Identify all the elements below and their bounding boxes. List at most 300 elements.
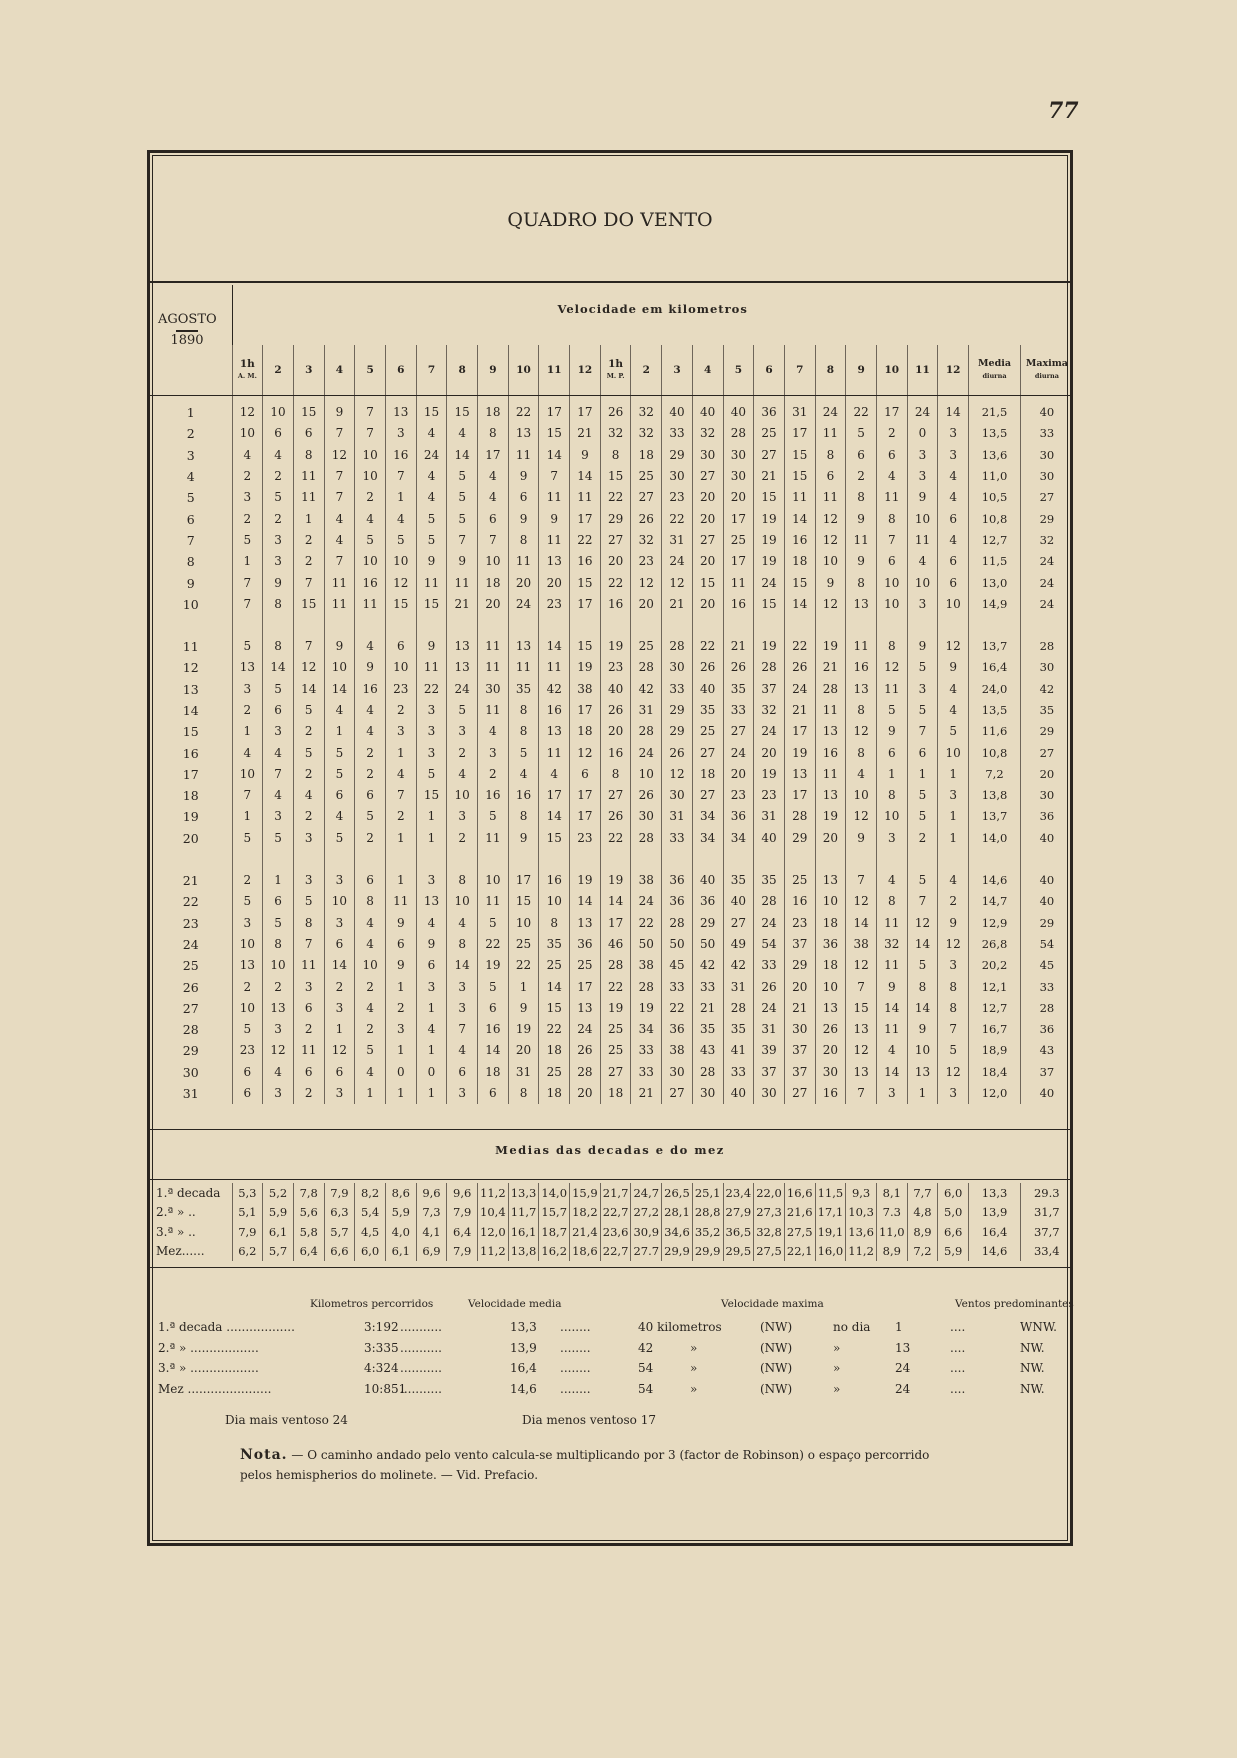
hour-value: 0 — [907, 423, 938, 444]
hour-value: 4 — [447, 913, 478, 934]
hour-value: 10 — [232, 934, 263, 955]
hour-value: 1 — [293, 508, 324, 529]
hour-header: 10 — [876, 345, 907, 396]
table-row — [150, 551, 1073, 572]
hour-value: 19 — [754, 764, 785, 785]
hour-value: 42 — [539, 679, 570, 700]
hour-value: 4 — [355, 998, 386, 1019]
hour-value: 5 — [907, 785, 938, 806]
hour-value: 1 — [876, 764, 907, 785]
hour-value: 12 — [662, 572, 693, 593]
gap-cell — [385, 615, 416, 636]
medias-value: 27,2 — [631, 1203, 662, 1223]
hour-value: 3 — [416, 976, 447, 997]
hour-value: 1 — [938, 764, 969, 785]
day-value: 24 — [895, 1381, 911, 1396]
gap-cell — [876, 849, 907, 870]
hour-value: 8 — [447, 934, 478, 955]
hour-value: 4 — [355, 1062, 386, 1083]
summary-cell: 11,0 — [969, 466, 1021, 487]
hour-value: 7 — [324, 423, 355, 444]
medias-value: 11,7 — [508, 1203, 539, 1223]
hour-value: 9 — [938, 657, 969, 678]
day-cell: 3 — [186, 447, 195, 463]
hour-value: 18 — [570, 721, 601, 742]
medias-value: 27,3 — [754, 1203, 785, 1223]
hour-value: 22 — [539, 1019, 570, 1040]
hour-value: 14 — [447, 445, 478, 466]
hour-value: 3 — [938, 1083, 969, 1104]
hour-value: 6 — [815, 466, 846, 487]
hour-value: 1 — [907, 764, 938, 785]
hour-value: 12 — [846, 806, 877, 827]
day-cell: 15 — [182, 724, 199, 740]
hour-value: 7 — [938, 1019, 969, 1040]
ditto-mark: » — [690, 1381, 698, 1396]
hour-value: 1 — [907, 1083, 938, 1104]
hour-value: 21 — [692, 998, 723, 1019]
hour-value: 22 — [570, 530, 601, 551]
hour-value: 37 — [784, 1062, 815, 1083]
hour-value: 13 — [570, 913, 601, 934]
hour-value: 5 — [232, 891, 263, 912]
hour-value: 1 — [385, 1040, 416, 1061]
hour-value: 4 — [263, 742, 294, 763]
hour-value: 8 — [508, 700, 539, 721]
hour-value: 12 — [846, 721, 877, 742]
hour-value: 4 — [385, 764, 416, 785]
hour-value: 11 — [478, 891, 509, 912]
hour-value: 15 — [754, 594, 785, 615]
hour-value: 8 — [508, 806, 539, 827]
hour-header-row — [150, 345, 1073, 396]
hour-value: 1 — [355, 1083, 386, 1104]
hour-value: 20 — [692, 551, 723, 572]
hour-value: 34 — [692, 828, 723, 849]
medias-value: 25,1 — [692, 1183, 723, 1203]
summary-cell: 40 — [1021, 870, 1073, 891]
hour-value: 12 — [662, 764, 693, 785]
hour-value: 7 — [478, 530, 509, 551]
hour-value: 18 — [600, 1083, 631, 1104]
medias-value: 23,4 — [723, 1183, 754, 1203]
table-row — [150, 934, 1073, 955]
hour-value: 28 — [570, 1062, 601, 1083]
day-cell: 21 — [182, 873, 199, 889]
hour-value: 4 — [263, 445, 294, 466]
summary-cell: 32 — [1021, 530, 1073, 551]
hour-value: 5 — [324, 742, 355, 763]
hour-value: 31 — [662, 806, 693, 827]
hour-header: 11 — [907, 345, 938, 396]
hour-value: 17 — [478, 445, 509, 466]
hour-value: 2 — [293, 721, 324, 742]
medias-value: 7,8 — [293, 1183, 324, 1203]
hour-value: 2 — [263, 508, 294, 529]
medias-value: 23,6 — [600, 1222, 631, 1242]
summary-cell: 29 — [1021, 721, 1073, 742]
hour-value: 33 — [692, 976, 723, 997]
hour-value: 2 — [324, 976, 355, 997]
hour-value: 11 — [508, 445, 539, 466]
hour-value: 4 — [416, 466, 447, 487]
hour-value: 35 — [508, 679, 539, 700]
hour-header: 6 — [385, 345, 416, 396]
hour-value: 33 — [662, 976, 693, 997]
hour-value: 1 — [232, 551, 263, 572]
summary-cell: 14,6 — [969, 870, 1021, 891]
medias-value: 5,2 — [263, 1183, 294, 1203]
hour-value: 16 — [570, 551, 601, 572]
leader-dots: ........ — [560, 1381, 591, 1396]
medias-value: 5,6 — [293, 1203, 324, 1223]
hour-value: 4 — [385, 508, 416, 529]
hour-value: 10 — [385, 551, 416, 572]
hour-value: 25 — [508, 934, 539, 955]
hour-value: 4 — [876, 1040, 907, 1061]
hour-value: 15 — [293, 594, 324, 615]
hour-value: 17 — [570, 806, 601, 827]
day-cell: 11 — [182, 639, 199, 655]
hour-value: 9 — [846, 828, 877, 849]
medias-value: 12,0 — [478, 1222, 509, 1242]
gap-cell — [631, 615, 662, 636]
hour-value: 28 — [662, 636, 693, 657]
hour-value: 40 — [754, 828, 785, 849]
hour-value: 2 — [232, 700, 263, 721]
hour-value: 30 — [723, 466, 754, 487]
hour-value: 5 — [263, 828, 294, 849]
decade-gap — [150, 849, 1073, 870]
hour-value: 37 — [754, 679, 785, 700]
gap-cell — [232, 849, 263, 870]
hour-value: 17 — [784, 785, 815, 806]
hour-value: 7 — [846, 1083, 877, 1104]
gap-cell — [150, 849, 232, 870]
hour-value: 10 — [263, 955, 294, 976]
hour-value: 2 — [232, 466, 263, 487]
leader-dots: ........... — [400, 1340, 442, 1355]
gap-cell — [324, 615, 355, 636]
hour-value: 11 — [293, 487, 324, 508]
hour-value: 5 — [416, 764, 447, 785]
hour-value: 28 — [631, 976, 662, 997]
vmed-value: 13,3 — [510, 1320, 537, 1334]
hour-value: 29 — [692, 913, 723, 934]
hour-value: 40 — [723, 396, 754, 424]
day-cell: 22 — [182, 894, 199, 910]
hour-value: 4 — [938, 530, 969, 551]
day-cell: 19 — [182, 809, 199, 825]
hour-value: 12 — [907, 913, 938, 934]
hour-value: 0 — [416, 1062, 447, 1083]
summary-cell: 26,8 — [969, 934, 1021, 955]
hour-value: 14 — [539, 976, 570, 997]
gap-cell — [662, 615, 693, 636]
hour-value: 24 — [447, 679, 478, 700]
medias-value: 9,6 — [416, 1183, 447, 1203]
hour-value: 2 — [293, 764, 324, 785]
medias-value: 31,7 — [1021, 1203, 1073, 1223]
hour-value: 30 — [692, 445, 723, 466]
hour-value: 26 — [815, 1019, 846, 1040]
summary-cell: 40 — [1021, 891, 1073, 912]
hour-value: 22 — [478, 934, 509, 955]
hour-value: 10 — [907, 508, 938, 529]
hour-value: 9 — [416, 636, 447, 657]
hour-value: 3 — [907, 679, 938, 700]
hour-value: 4 — [263, 785, 294, 806]
medias-value: 13,9 — [969, 1203, 1021, 1223]
hour-value: 23 — [784, 913, 815, 934]
hour-value: 4 — [539, 764, 570, 785]
hour-value: 33 — [631, 1062, 662, 1083]
hour-value: 8 — [355, 891, 386, 912]
hour-value: 3 — [324, 998, 355, 1019]
hour-value: 11 — [478, 657, 509, 678]
hour-value: 11 — [815, 423, 846, 444]
hour-value: 3 — [876, 828, 907, 849]
day-cell: 25 — [182, 958, 199, 974]
gap-cell — [232, 615, 263, 636]
table-row — [150, 785, 1073, 806]
summary-cell: 12,1 — [969, 976, 1021, 997]
medias-value: 21,4 — [570, 1222, 601, 1242]
hour-value: 11 — [876, 913, 907, 934]
hour-value: 13 — [232, 955, 263, 976]
medias-row — [150, 1242, 1073, 1262]
hour-value: 16 — [478, 785, 509, 806]
hour-value: 35 — [723, 870, 754, 891]
decade-label: 2.ª » .. — [156, 1205, 196, 1220]
hour-value: 15 — [508, 891, 539, 912]
gap-cell — [539, 615, 570, 636]
hour-value: 5 — [416, 530, 447, 551]
hour-value: 40 — [723, 1083, 754, 1104]
summary-label: Mez ...................... — [158, 1381, 272, 1396]
hour-value: 36 — [723, 806, 754, 827]
hour-value: 19 — [754, 508, 785, 529]
medias-value: 7,9 — [447, 1203, 478, 1223]
hour-value: 26 — [784, 657, 815, 678]
hour-value: 4 — [876, 466, 907, 487]
medias-value: 6,6 — [324, 1242, 355, 1262]
hour-value: 19 — [508, 1019, 539, 1040]
hour-value: 20 — [723, 487, 754, 508]
summary-cell: 24,0 — [969, 679, 1021, 700]
hour-value: 14 — [907, 934, 938, 955]
medias-value: 8,6 — [385, 1183, 416, 1203]
hour-value: 35 — [723, 1019, 754, 1040]
hour-header: 2 — [263, 345, 294, 396]
hour-value: 33 — [662, 423, 693, 444]
hour-value: 4 — [324, 530, 355, 551]
hour-value: 9 — [324, 396, 355, 424]
hour-value: 4 — [447, 764, 478, 785]
gap-cell — [324, 849, 355, 870]
hour-value: 36 — [662, 891, 693, 912]
hour-value: 19 — [784, 742, 815, 763]
medias-value: 5,9 — [263, 1203, 294, 1223]
decade-gap — [150, 615, 1073, 636]
hour-value: 5 — [508, 742, 539, 763]
hour-value: 23 — [631, 551, 662, 572]
hour-value: 3 — [263, 1019, 294, 1040]
hour-value: 12 — [263, 1040, 294, 1061]
hour-value: 6 — [232, 1062, 263, 1083]
medias-value: 16,1 — [508, 1222, 539, 1242]
hour-value: 24 — [723, 742, 754, 763]
hour-value: 20 — [692, 508, 723, 529]
hour-value: 22 — [508, 396, 539, 424]
hour-value: 8 — [846, 572, 877, 593]
medias-value: 14,6 — [969, 1242, 1021, 1262]
hour-value: 17 — [723, 508, 754, 529]
hour-value: 6 — [263, 700, 294, 721]
hour-value: 3 — [263, 1083, 294, 1104]
gap-cell — [1021, 615, 1073, 636]
hour-value: 5 — [263, 913, 294, 934]
hour-value: 0 — [385, 1062, 416, 1083]
hour-value: 11 — [846, 530, 877, 551]
hour-value: 24 — [907, 396, 938, 424]
hour-value: 11 — [416, 657, 447, 678]
hour-value: 10 — [232, 764, 263, 785]
hour-value: 21 — [723, 636, 754, 657]
hour-value: 9 — [447, 551, 478, 572]
hour-value: 32 — [876, 934, 907, 955]
hour-value: 38 — [846, 934, 877, 955]
km-value: 4:324 — [364, 1361, 399, 1375]
leader-dots: .... — [950, 1381, 966, 1396]
wind-table — [150, 285, 1073, 1104]
hour-value: 6 — [508, 487, 539, 508]
hour-value: 20 — [508, 572, 539, 593]
hour-value: 5 — [876, 700, 907, 721]
day-cell: 7 — [186, 532, 195, 548]
hour-value: 10 — [876, 806, 907, 827]
medias-row — [150, 1222, 1073, 1242]
medias-value: 6,4 — [293, 1242, 324, 1262]
hour-value: 22 — [600, 828, 631, 849]
hour-value: 10 — [447, 891, 478, 912]
hour-value: 2 — [293, 530, 324, 551]
hour-value: 8 — [846, 487, 877, 508]
hour-value: 1 — [938, 828, 969, 849]
summary-cell: 27 — [1021, 742, 1073, 763]
hour-value: 11 — [539, 657, 570, 678]
gap-cell — [570, 849, 601, 870]
hour-value: 17 — [539, 785, 570, 806]
hour-value: 12 — [324, 445, 355, 466]
vmax-value: 40 kilometros — [638, 1320, 722, 1334]
hour-value: 3 — [938, 423, 969, 444]
hour-value: 41 — [723, 1040, 754, 1061]
medias-value: 7,9 — [232, 1222, 263, 1242]
gap-cell — [416, 849, 447, 870]
vmax-value: 42 — [638, 1340, 654, 1355]
hour-value: 11 — [570, 487, 601, 508]
hour-value: 7 — [232, 594, 263, 615]
table-row — [150, 998, 1073, 1019]
summary-cell: 29 — [1021, 508, 1073, 529]
hour-value: 4 — [355, 913, 386, 934]
medias-value: 6,6 — [938, 1222, 969, 1242]
hour-value: 31 — [723, 976, 754, 997]
medias-value: 6,2 — [232, 1242, 263, 1262]
hour-value: 19 — [815, 806, 846, 827]
medias-value: 13,6 — [846, 1222, 877, 1242]
hour-value: 35 — [539, 934, 570, 955]
nota — [240, 1445, 960, 1485]
summary-cell: 20 — [1021, 764, 1073, 785]
hour-value: 3 — [447, 1083, 478, 1104]
hour-header: 2 — [631, 345, 662, 396]
hour-value: 3 — [447, 806, 478, 827]
hour-value: 13 — [263, 998, 294, 1019]
gap-cell — [815, 615, 846, 636]
direction: (NW) — [760, 1381, 793, 1396]
hour-value: 10 — [232, 998, 263, 1019]
hour-value: 22 — [631, 913, 662, 934]
hour-value: 15 — [539, 828, 570, 849]
hour-value: 14 — [846, 913, 877, 934]
hour-value: 11 — [293, 466, 324, 487]
hour-value: 22 — [846, 396, 877, 424]
day-cell: 8 — [186, 554, 195, 570]
table-row — [150, 636, 1073, 657]
hour-value: 3 — [416, 700, 447, 721]
hour-value: 10 — [815, 976, 846, 997]
summary-cell: 30 — [1021, 466, 1073, 487]
hour-value: 40 — [692, 396, 723, 424]
vmax-value: 54 — [638, 1361, 654, 1375]
hour-value: 13 — [815, 870, 846, 891]
day-cell: 6 — [186, 511, 195, 527]
hour-value: 5 — [846, 423, 877, 444]
hour-value: 34 — [723, 828, 754, 849]
hour-value: 25 — [631, 636, 662, 657]
hour-value: 4 — [938, 466, 969, 487]
hour-value: 1 — [324, 721, 355, 742]
hour-value: 8 — [263, 636, 294, 657]
hour-value: 10 — [846, 785, 877, 806]
hour-value: 2 — [355, 742, 386, 763]
hour-value: 29 — [784, 955, 815, 976]
hour-value: 27 — [723, 721, 754, 742]
hour-value: 20 — [600, 721, 631, 742]
gap-cell — [907, 849, 938, 870]
hour-value: 2 — [263, 466, 294, 487]
hour-value: 11 — [876, 1019, 907, 1040]
hour-value: 8 — [478, 423, 509, 444]
hour-value: 13 — [907, 1062, 938, 1083]
hour-value: 23 — [600, 657, 631, 678]
hour-value: 8 — [876, 785, 907, 806]
hour-value: 16 — [478, 1019, 509, 1040]
day-value: 24 — [895, 1361, 911, 1375]
day-cell: 20 — [182, 830, 199, 846]
summary-cell: 27 — [1021, 487, 1073, 508]
medias-value: 37,7 — [1021, 1222, 1073, 1242]
day-cell: 12 — [182, 660, 199, 676]
hour-value: 9 — [385, 955, 416, 976]
hour-value: 17 — [570, 785, 601, 806]
month: AGOSTO — [158, 312, 217, 327]
hour-value: 15 — [447, 396, 478, 424]
hour-value: 25 — [784, 870, 815, 891]
day-value: 1 — [895, 1320, 903, 1334]
